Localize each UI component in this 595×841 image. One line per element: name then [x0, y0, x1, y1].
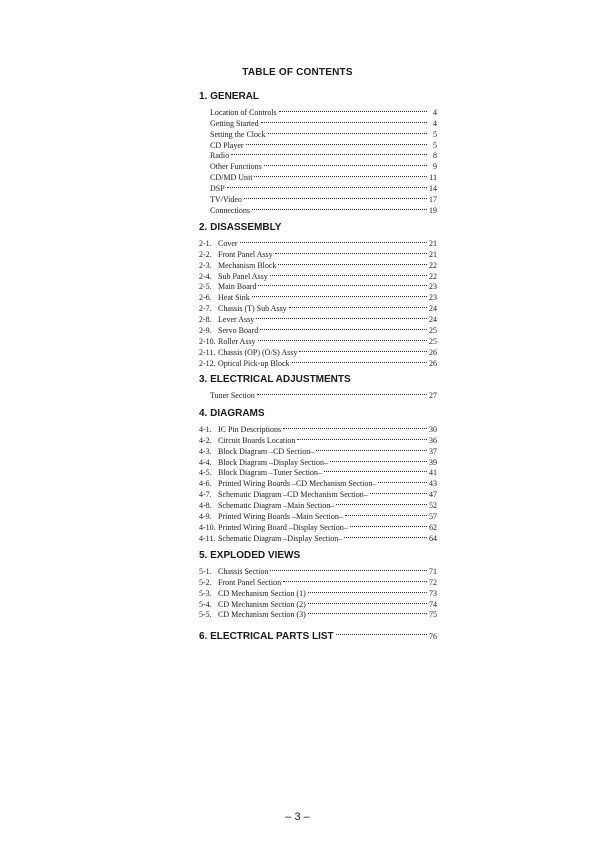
entry-number: 4-5.	[199, 468, 212, 478]
entry-number: 4-9.	[199, 512, 212, 522]
entry-number: 5-4.	[199, 599, 212, 609]
section-general	[199, 90, 437, 215]
entry-label: IC Pin Descriptions	[218, 424, 282, 434]
section-diagrams	[199, 407, 437, 543]
entry-label: Block Diagram –Tuner Section–	[218, 468, 322, 478]
entry-page: 75	[429, 610, 437, 620]
dot-leader	[252, 198, 427, 210]
entry-number: 4-3.	[199, 446, 212, 456]
entry-label: Getting Started	[210, 118, 259, 128]
entry-page: 19	[429, 205, 437, 215]
entry-label: CD Mechanism Section (1)	[218, 588, 306, 598]
entry-page: 73	[429, 588, 437, 598]
entry-number: 2-10.	[199, 336, 216, 346]
section-heading: 1. GENERAL	[199, 91, 260, 102]
toc-entry[interactable]	[199, 625, 437, 642]
section-heading: 5. EXPLODED VIEWS	[199, 550, 301, 561]
entry-label: TV/Video	[210, 195, 242, 205]
entry-label: CD Mechanism Section (3)	[218, 610, 306, 620]
entry-list	[199, 386, 437, 400]
page-title: TABLE OF CONTENTS	[242, 67, 353, 78]
entry-number: 4-10.	[199, 522, 216, 532]
entry-page: 62	[429, 522, 437, 532]
entry-page: 74	[429, 599, 437, 609]
dot-leader	[292, 351, 427, 363]
entry-number: 2-12.	[199, 358, 216, 368]
entry-number: 2-9.	[199, 326, 212, 336]
entry-page: 17	[429, 195, 437, 205]
entry-number: 2-6.	[199, 293, 212, 303]
entry-list	[199, 420, 437, 543]
entry-label: Printed Wiring Board –Display Section–	[218, 522, 348, 532]
entry-label: Circuit Boards Location	[218, 435, 296, 445]
entry-number: 4-8.	[199, 501, 212, 511]
section-electrical-parts-list	[199, 625, 437, 642]
section-heading: 4. DIAGRAMS	[199, 408, 265, 419]
entry-page: 24	[429, 315, 437, 325]
entry-number: 2-4.	[199, 271, 212, 281]
entry-label: Servo Board	[218, 326, 259, 336]
entry-number: 5-5.	[199, 610, 212, 620]
section-heading: 6. ELECTRICAL PARTS LIST	[199, 631, 334, 642]
entry-label: Chassis Section	[218, 566, 269, 576]
entry-label: Schematic Diagram –Display Section–	[218, 533, 343, 543]
entry-label: CD Mechanism Section (2)	[218, 599, 306, 609]
entry-page: 9	[433, 162, 437, 172]
entry-page: 57	[429, 512, 437, 522]
entry-page: 22	[429, 271, 437, 281]
entry-page: 43	[429, 479, 437, 489]
entry-number: 2-7.	[199, 304, 212, 314]
entry-page: 30	[429, 424, 437, 434]
entry-page: 25	[429, 336, 437, 346]
entry-label: Chassis (OP) (O/S) Assy	[218, 347, 298, 357]
entry-number: 5-1.	[199, 566, 212, 576]
entry-label: Connections	[210, 205, 250, 215]
entry-list	[199, 562, 437, 620]
entry-label: Front Panel Section	[218, 577, 282, 587]
entry-label: Location of Controls	[210, 107, 277, 117]
entry-label: Schematic Diagram –Main Section–	[218, 501, 335, 511]
entry-page: 26	[429, 358, 437, 368]
entry-label: Setting the Clock	[210, 129, 266, 139]
entry-page: 52	[429, 501, 437, 511]
entry-label: Optical Pick-up Block	[218, 358, 290, 368]
entry-number: 5-2.	[199, 577, 212, 587]
entry-page: 14	[429, 184, 437, 194]
entry-page: 36	[429, 435, 437, 445]
entry-label: CD Player	[210, 140, 244, 150]
entry-label: Heat Sink	[218, 293, 250, 303]
section-disassembly	[199, 221, 437, 368]
entry-label: Radio	[210, 151, 230, 161]
section-heading: 2. DISASSEMBLY	[199, 222, 282, 233]
entry-page: 27	[429, 390, 437, 400]
entry-label: Tuner Section	[210, 390, 255, 400]
entry-number: 2-1.	[199, 238, 212, 248]
entry-page: 8	[433, 151, 437, 161]
entry-page: 24	[429, 304, 437, 314]
entry-label: Chassis (T) Sub Assy	[218, 304, 287, 314]
entry-number: 2-8.	[199, 315, 212, 325]
entry-page: 23	[429, 282, 437, 292]
entry-page: 5	[433, 140, 437, 150]
entry-page: 41	[429, 468, 437, 478]
section-exploded-views	[199, 549, 437, 620]
page-number: – 3 –	[285, 811, 310, 823]
toc-entry[interactable]	[199, 386, 437, 400]
entry-number: 2-3.	[199, 260, 212, 270]
entry-page: 4	[433, 107, 437, 117]
entry-number: 2-2.	[199, 249, 212, 259]
entry-number: 2-11.	[199, 347, 216, 357]
section-heading: 3. ELECTRICAL ADJUSTMENTS	[199, 374, 351, 385]
entry-number: 2-5.	[199, 282, 212, 292]
entry-number: 4-2.	[199, 435, 212, 445]
entry-page: 26	[429, 347, 437, 357]
entry-label: DSP	[210, 184, 225, 194]
entry-page: 72	[429, 577, 437, 587]
section-electrical-adjustments	[199, 373, 437, 400]
entry-list	[199, 234, 437, 368]
entry-page: 4	[433, 118, 437, 128]
entry-page: 47	[429, 490, 437, 500]
entry-label: Roller Assy	[218, 336, 256, 346]
entry-page: 37	[429, 446, 437, 456]
entry-page: 25	[429, 326, 437, 336]
entry-number: 4-7.	[199, 490, 212, 500]
entry-label: Schematic Diagram –CD Mechanism Section–	[218, 490, 368, 500]
entry-number: 5-3.	[199, 588, 212, 598]
entry-label: Cover	[218, 238, 238, 248]
entry-page: 23	[429, 293, 437, 303]
entry-label: Other Functions	[210, 162, 262, 172]
entry-page: 21	[429, 238, 437, 248]
entry-number: 4-4.	[199, 457, 212, 467]
dot-leader	[344, 526, 427, 538]
entry-label: CD/MD Unit	[210, 173, 253, 183]
entry-label: Sub Panel Assy	[218, 271, 268, 281]
entry-page: 39	[429, 457, 437, 467]
entry-number: 4-6.	[199, 479, 212, 489]
dot-leader	[336, 621, 427, 635]
entry-label: Block Diagram –CD Section–	[218, 446, 315, 456]
entry-list	[199, 103, 437, 215]
entry-label: Front Panel Assy	[218, 249, 273, 259]
dot-leader	[257, 383, 427, 395]
entry-page: 5	[433, 129, 437, 139]
entry-label: Mechanism Block	[218, 260, 277, 270]
entry-label: Printed Wiring Boards –Main Section–	[218, 512, 343, 522]
entry-label: Block Diagram –Display Section–	[218, 457, 328, 467]
entry-label: Lever Assy	[218, 315, 255, 325]
entry-page: 64	[429, 533, 437, 543]
entry-number: 4-1.	[199, 424, 212, 434]
entry-label: Main Board	[218, 282, 257, 292]
entry-page: 11	[429, 173, 437, 183]
entry-page: 71	[429, 566, 437, 576]
dot-leader	[308, 603, 427, 615]
entry-number: 4-11.	[199, 533, 216, 543]
entry-page: 76	[429, 632, 437, 641]
entry-page: 21	[429, 249, 437, 259]
entry-page: 22	[429, 260, 437, 270]
entry-label: Printed Wiring Boards –CD Mechanism Section–	[218, 479, 377, 489]
